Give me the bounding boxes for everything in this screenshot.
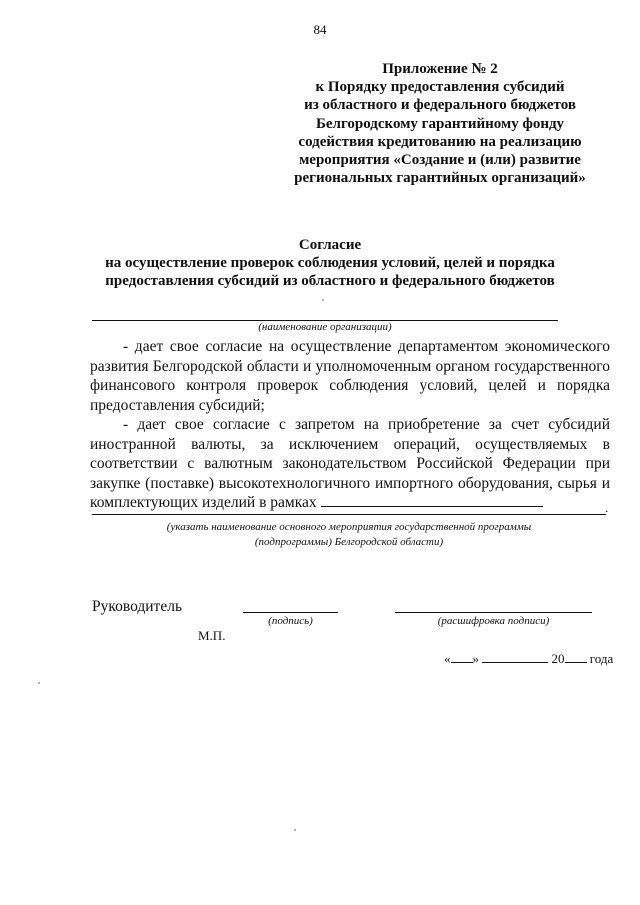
date-open-quote: « [444, 651, 451, 666]
signature-decode-caption: (расшифровка подписи) [437, 615, 550, 627]
organization-caption: (наименование организации) [258, 321, 392, 333]
appendix-line: из областного и федерального бюджетов [304, 97, 576, 114]
program-caption [92, 520, 606, 550]
date-close-quote: » [472, 651, 479, 666]
program-name-line [92, 514, 606, 515]
appendix-line: Приложение № 2 [382, 61, 498, 77]
appendix-line: Белгородскому гарантийному фонду [315, 115, 565, 132]
consent-body [90, 337, 610, 513]
program-line-period: . [605, 500, 609, 515]
title-line: предоставления субсидий из областного и федерального бюджетов [105, 273, 555, 289]
title-heading: Согласие [298, 237, 362, 253]
appendix-header [270, 60, 610, 187]
date-month-line [482, 652, 548, 663]
signature-caption: (подпись) [268, 615, 313, 627]
date-line [444, 651, 613, 667]
program-caption-line: (указать наименование основного мероприятия государственной программы [166, 521, 532, 533]
page-number: 84 [313, 22, 327, 37]
appendix-line: региональных гарантийных организаций» [294, 170, 586, 187]
document-title [60, 236, 600, 290]
signature-decode-line [395, 612, 592, 613]
appendix-line: содействия кредитованию на реализацию [298, 133, 582, 150]
stamp-place: М.П. [198, 628, 226, 643]
scan-speck [294, 829, 296, 831]
appendix-line: к Порядку предоставления субсидий [315, 79, 565, 96]
scan-speck [38, 682, 40, 684]
appendix-line: мероприятия «Создание и (или) развитие [299, 152, 581, 169]
date-year-prefix: 20 [551, 651, 565, 666]
consent-paragraph-1: - дает свое согласие на осуществление департаментом экономического развития Белгородской области и уполномоченным органом государственного финансового контроля проверок соблюдения условий, целей и порядка предоставления субсидий; [90, 338, 610, 414]
signatory-role: Руководитель [92, 598, 183, 615]
program-fill-line [321, 493, 543, 507]
date-year-line [565, 652, 587, 663]
title-line: на осуществление проверок соблюдения условий, целей и порядка [105, 255, 555, 271]
program-caption-line: (подпрограммы) Белгородской области) [254, 536, 444, 548]
consent-paragraph-2 [90, 415, 610, 513]
scan-speck [322, 299, 324, 301]
consent-paragraph-2-text: - дает свое согласие с запретом на приобретение за счет субсидий иностранной валюты, за исключением операций, осуществляемых в соответствии с валютным законодательством Российской Федерации при закупке (поставке) высокотехнологичного импортного оборудования, сырья и комплектующих изделий в рамках [90, 416, 610, 511]
signature-line [243, 612, 338, 613]
date-year-suffix: года [589, 651, 614, 666]
date-day-line [451, 652, 473, 663]
